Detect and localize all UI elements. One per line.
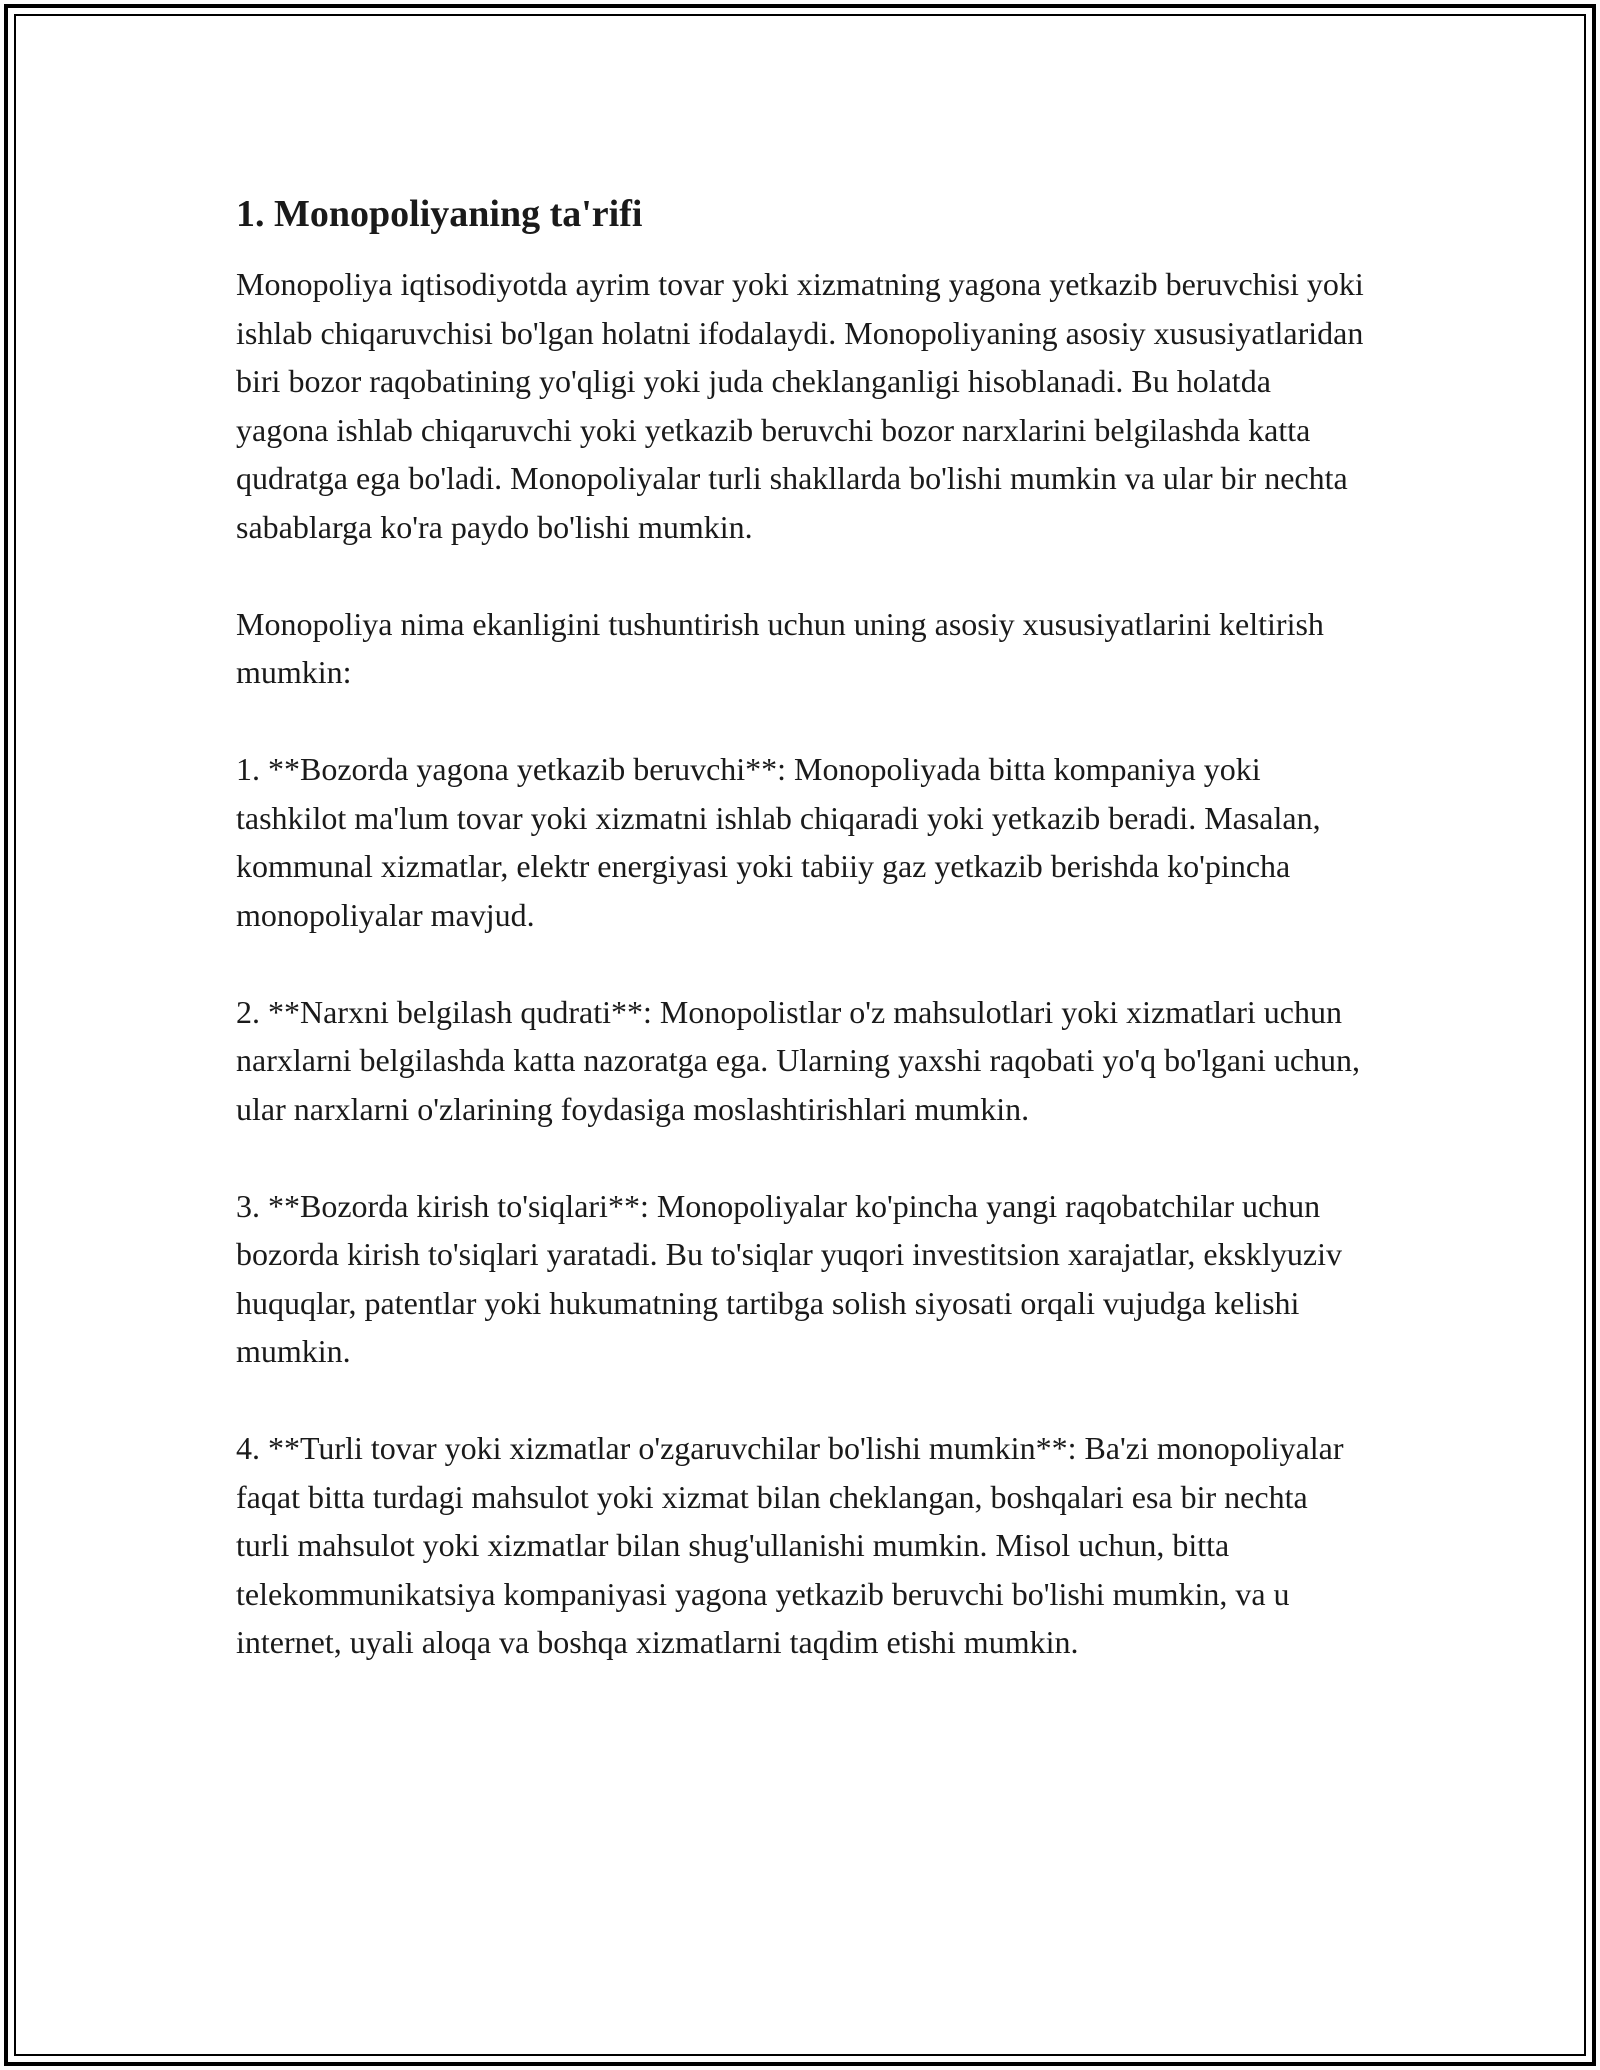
- document-body: [236, 190, 1366, 1715]
- paragraph-feature-3: 3. **Bozorda kirish to'siqlari**: Monopoliyalar ko'pincha yangi raqobatchilar uchun bozorda kirish to'siqlari yaratadi. Bu to'siqlar yuqori investitsion xarajatlar, eksklyuziv huquqlar, patentlar yoki hukumatning tartibga solish siyosati orqali vujudga kelishi mumkin.: [236, 1187, 1342, 1369]
- section-heading: 1. Monopoliyaning ta'rifi: [236, 193, 643, 235]
- paragraph-feature-4: 4. **Turli tovar yoki xizmatlar o'zgaruvchilar bo'lishi mumkin**: Ba'zi monopoliyalar faqat bitta turdagi mahsulot yoki xizmat bilan cheklangan, boshqalari esa bir nechta turli mahsulot yoki xizmatlar bilan shug'ullanishi mumkin. Misol uchun, bitta telekommunikatsiya kompaniyasi yagona yetkazib beruvchi bo'lishi mumkin, va u internet, uyali aloqa va boshqa xizmatlarni taqdim etishi mumkin.: [236, 1430, 1344, 1660]
- paragraph-intro-features: Monopoliya nima ekanligini tushuntirish uchun uning asosiy xususiyatlarini keltirish mumkin:: [236, 605, 1324, 690]
- paragraph-feature-1: 1. **Bozorda yagona yetkazib beruvchi**: Monopoliyada bitta kompaniya yoki tashkilot ma'lum tovar yoki xizmatni ishlab chiqaradi yoki yetkazib beradi. Masalan, kommunal xizmatlar, elektr energiyasi yoki tabiiy gaz yetkazib berishda ko'pincha monopoliyalar mavjud.: [236, 751, 1321, 933]
- paragraph-feature-2: 2. **Narxni belgilash qudrati**: Monopolistlar o'z mahsulotlari yoki xizmatlari uchun narxlarni belgilashda katta nazoratga ega. Ularning yaxshi raqobati yo'q bo'lgani uchun, ular narxlarni o'zlarining foydasiga moslashtirishlari mumkin.: [236, 993, 1361, 1127]
- paragraph-definition: Monopoliya iqtisodiyotda ayrim tovar yoki xizmatning yagona yetkazib beruvchisi yoki ishlab chiqaruvchisi bo'lgan holatni ifodalaydi. Monopoliyaning asosiy xususiyatlaridan biri bozor raqobatining yo'qligi yoki juda cheklanganligi hisoblanadi. Bu holatda yagona ishlab chiqaruvchi yoki yetkazib beruvchi bozor narxlarini belgilashda katta qudratga ega bo'ladi. Monopoliyalar turli shakllarda bo'lishi mumkin va ular bir nechta sabablarga ko'ra paydo bo'lishi mumkin.: [236, 266, 1364, 545]
